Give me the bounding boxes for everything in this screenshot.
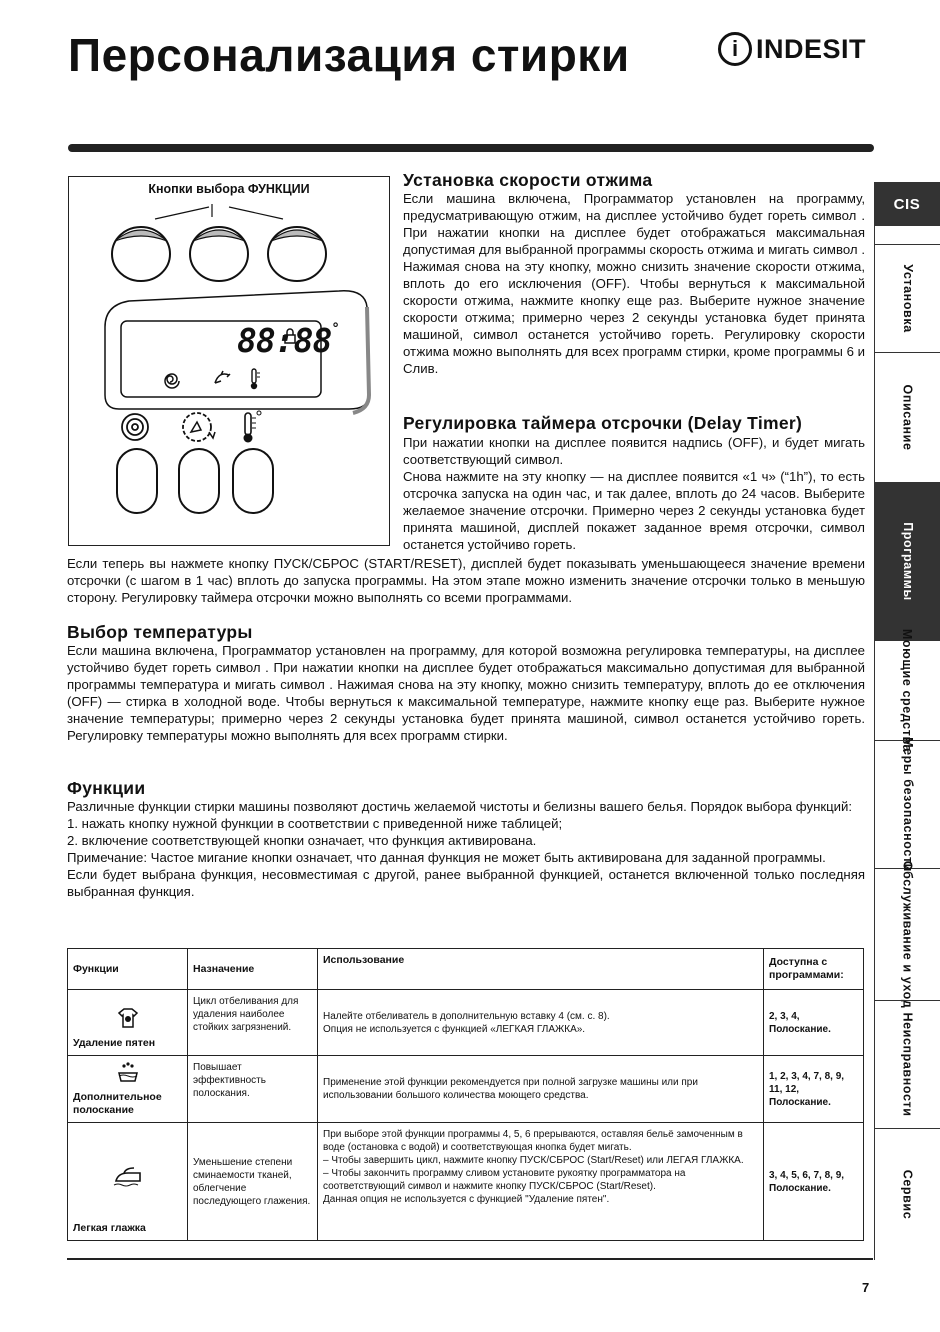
delay-timer-button[interactable] (179, 449, 219, 513)
footer-rule (67, 1258, 873, 1260)
function-cell (68, 990, 188, 1056)
tab-installation[interactable]: Установка (874, 244, 940, 352)
page-title: Персонализация стирки (68, 29, 630, 81)
tab-safety[interactable]: Меры безопасности (874, 740, 940, 868)
table-row (68, 990, 864, 1056)
page-number: 7 (862, 1280, 870, 1295)
extra-rinse-icon (73, 1061, 182, 1088)
tab-cis[interactable]: CIS (874, 182, 940, 226)
diagram-label: Кнопки выбора ФУНКЦИИ (148, 182, 310, 196)
purpose-cell: Цикл отбеливания для удаления наиболее стойких загрязнений. (188, 990, 318, 1056)
temperature-icon (244, 411, 262, 443)
delay-heading: Регулировка таймера отсрочки (Delay Timer) (403, 413, 803, 433)
usage-cell: При выборе этой функции программы 4, 5, 6 прерываются, оставляя бельё замоченным в воде (остановка с водой) и соответствующая кнопка будет мигать. – Чтобы завершить цикл, нажмите кнопку ПУСК/СБРОС (Start/Reset) или ЛЕГАЯ ГЛАЖКА. – Чтобы закончить программу сливом установите рукоятку программатора на соответствующий символ и нажмите кнопку ПУСК/СБРОС (Start/Reset). Данная опция не используется с функцией "Удаление пятен". (318, 1123, 764, 1241)
table-header: Доступна с программами: (764, 949, 864, 990)
table-row (68, 1056, 864, 1123)
programs-cell: 1, 2, 3, 4, 7, 8, 9, 11, 12, Полоскание. (764, 1056, 864, 1123)
table-header: Функции (68, 949, 188, 990)
programs-cell: 3, 4, 5, 6, 7, 8, 9, Полоскание. (764, 1123, 864, 1241)
purpose-cell: Уменьшение степени сминаемости тканей, облегчение последующего глажения. (188, 1123, 318, 1241)
function-name: Дополнительное полоскание (73, 1091, 162, 1116)
delay-text: При нажатии кнопки на дисплее появится надпись (OFF), и будет мигать соответствующий символ. Снова нажмите на эту кнопку — на дисплее появится «1 ч» (“1h”), то есть отсрочка запуска на один час, и так далее, вплоть до 24 часов. Выберите желаемое значение отсрочки. Примерно через 2 секунды установка будет принята машиной, дисплей покажет заданное время отсрочки, символ останется устойчиво гореть. (403, 435, 865, 552)
function-button-1[interactable] (112, 227, 170, 281)
function-button-3[interactable] (268, 227, 326, 281)
functions-text: Различные функции стирки машины позволяют достичь желаемой чистоты и белизны вашего белья. Порядок выбора функций: 1. нажать кнопку нужной функции в соответствии с приведенной ниже таблицей; 2. включение соответствующей кнопки означает, что функция активирована. Примечание: Частое мигание кнопки означает, что данная функция не может быть активирована для заданной программы. Если будет выбрана функция, несовместимая с другой, ранее выбранной функцией, останется включенной только последняя выбранная функция. (67, 799, 865, 899)
delay-text-full: Если теперь вы нажмете кнопку ПУСК/СБРОС (START/RESET), дисплей будет показывать уменьшающееся значение времени отсрочки (с шагом в 1 час) вплоть до запуска программы. На этом этапе можно изменить значение отсрочки только в меньшую сторону. Регулировку таймера отсрочки можно выполнять со всеми программами. (67, 556, 865, 605)
function-name: Легкая глажка (73, 1222, 146, 1234)
table-header: Назначение (188, 949, 318, 990)
brand-mark-icon: i (718, 32, 752, 66)
tab-troubleshooting[interactable]: Неисправности (874, 1000, 940, 1128)
table-header-row (68, 949, 864, 990)
spin-heading: Установка скорости отжима (403, 170, 653, 190)
section-tabs (874, 182, 940, 1260)
spin-icon (122, 414, 148, 440)
delay-timer-icon (183, 413, 215, 441)
usage-cell: Налейте отбеливатель в дополнительную вставку 4 (см. с. 8). Опция не используется с функцией «ЛЕГКАЯ ГЛАЖКА». (318, 990, 764, 1056)
control-panel-diagram (68, 176, 390, 546)
tab-description[interactable]: Описание (874, 352, 940, 482)
spin-button[interactable] (117, 449, 157, 513)
lcd-digits: 88:88° (237, 321, 339, 360)
function-cell (68, 1056, 188, 1123)
usage-cell: Применение этой функции рекомендуется при полной загрузке машины или при использовании большого количества моющего средства. (318, 1056, 764, 1123)
temperature-button[interactable] (233, 449, 273, 513)
function-name: Удаление пятен (73, 1037, 156, 1049)
easy-iron-icon (73, 1165, 182, 1192)
header-rule (68, 144, 874, 152)
function-cell (68, 1123, 188, 1241)
brand-logo (718, 32, 866, 66)
spin-text: Если машина включена, Программатор установлен на программу, предусматривающую отжим, на дисплее устойчиво будет гореть символ . При нажатии кнопки на дисплее будет отображаться максимальная допустимая для выбранной программы скорость отжима и мигать символ . Нажимая снова на эту кнопку, можно снизить значение скорости отжима, вплоть до его исключения (OFF). Чтобы вернуться к максимальной скорости отжима, нажмите кнопку еще раз. Выберите нужное значение скорости отжима; примерно через 2 секунды установка будет принята машиной, символ останется устойчиво гореть. Регулировку скорости отжима можно выполнять для всех программ стирки, кроме программы 6 и Слив. (403, 191, 865, 376)
table-header: Использование (318, 949, 764, 990)
brand-name: INDESIT (756, 33, 867, 64)
functions-table (67, 948, 864, 1241)
purpose-cell: Повышает эффективность полоскания. (188, 1056, 318, 1123)
tab-programs[interactable]: Программы (874, 482, 940, 640)
tab-maintenance[interactable]: Обслуживание и уход (874, 868, 940, 1000)
temperature-heading: Выбор температуры (67, 622, 253, 642)
tab-service[interactable]: Сервис (874, 1128, 940, 1260)
programs-cell: 2, 3, 4, Полоскание. (764, 990, 864, 1056)
tab-detergents[interactable]: Моющие средства (874, 640, 940, 740)
table-row (68, 1123, 864, 1241)
stain-shirt-icon (73, 1007, 182, 1034)
temperature-text: Если машина включена, Программатор установлен на программу, для которой возможна регулировка температуры, на дисплее устойчиво будет гореть символ . При нажатии кнопки на дисплее будет отображаться максимально допустимая для выбранной программы температура и мигать символ . Нажимая снова на эту кнопку, можно снизить температуру, вплоть до ее отключения (OFF) — стирка в холодной воде. Чтобы вернуться к максимальной температуре, нажмите кнопку еще раз. Выберите нужное значение температуры; примерно через 2 секунды установка будет принята машиной, символ останется устойчиво гореть. Регулировку температуры можно выполнять для всех программ стирки. (67, 643, 865, 743)
functions-heading: Функции (67, 778, 146, 798)
function-button-2[interactable] (190, 227, 248, 281)
